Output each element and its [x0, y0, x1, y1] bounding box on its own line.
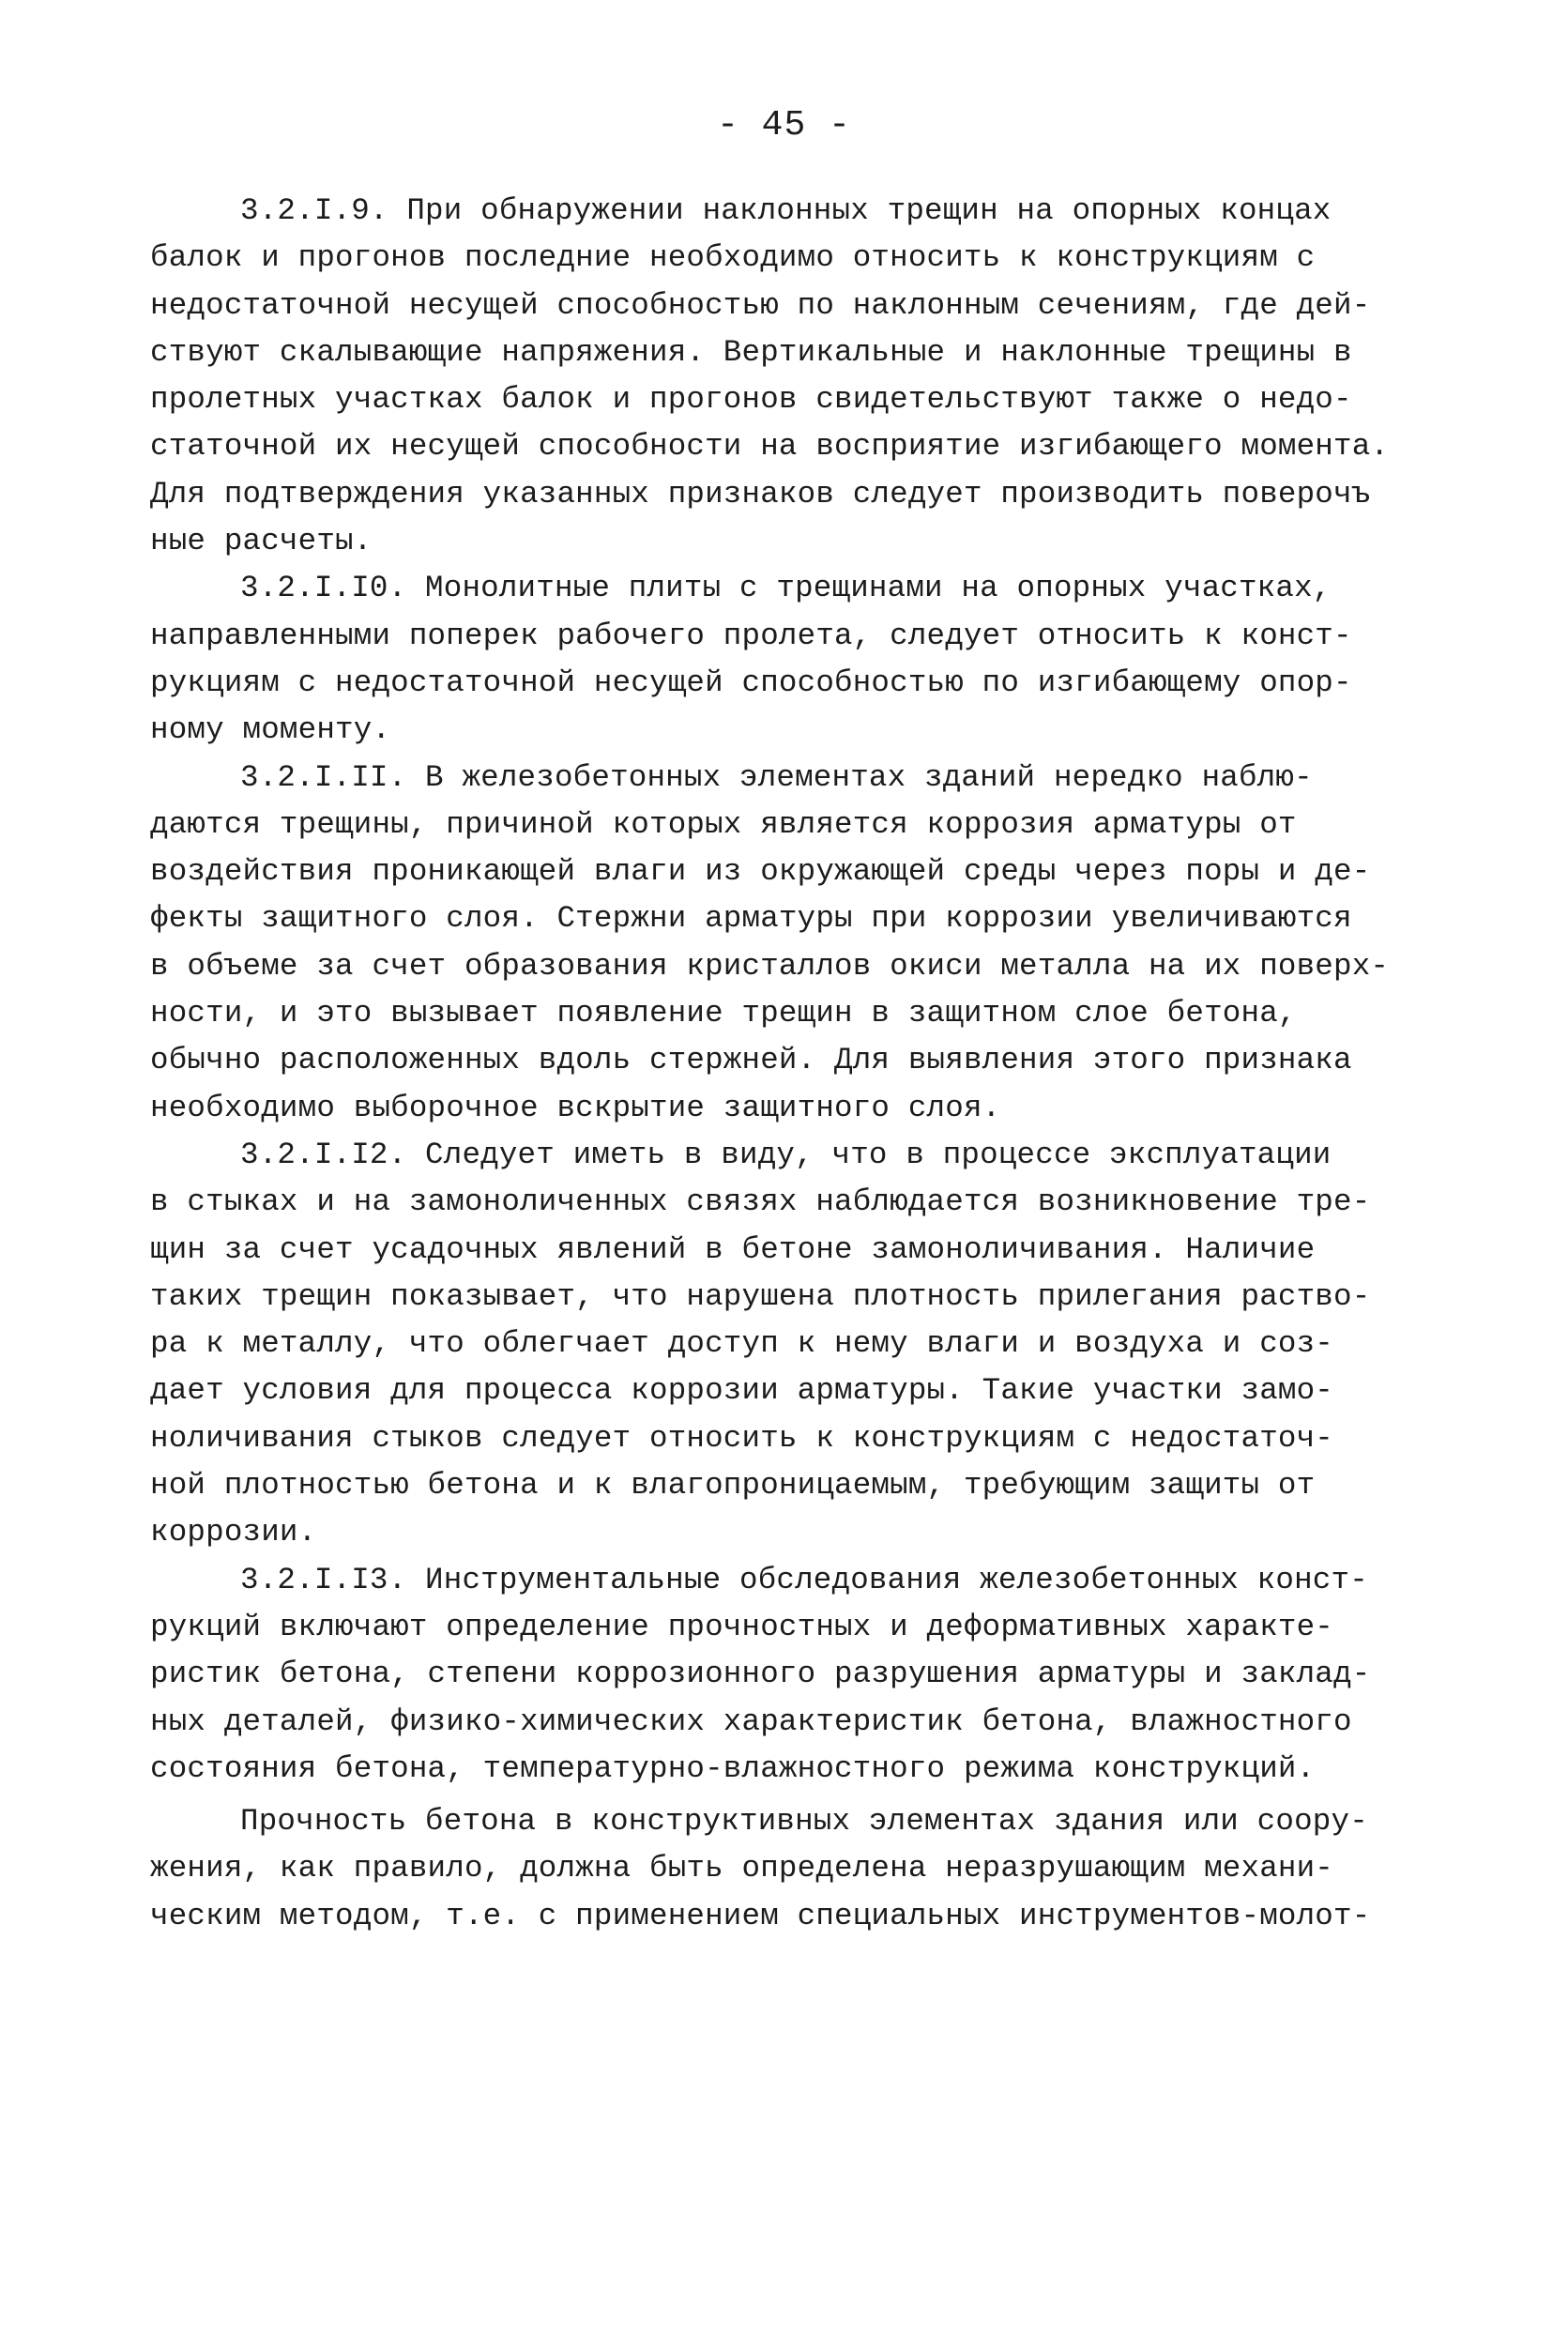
text-line: балок и прогонов последние необходимо относить к конструкциям с [150, 240, 1316, 276]
text-line: ности, и это вызывает появление трещин в защитном слое бетона, [150, 996, 1297, 1031]
text-line: в стыках и на замоноличенных связях наблюдается возникновение тре- [150, 1184, 1371, 1220]
text-line: Прочность бетона в конструктивных элементах здания или соору- [240, 1804, 1368, 1840]
text-line: направленными поперек рабочего пролета, следует относить к конст- [150, 618, 1352, 653]
body-text [150, 188, 1445, 1940]
text-line: недостаточной несущей способностью по наклонным сечениям, где дей- [150, 287, 1371, 323]
text-line: коррозии. [150, 1515, 317, 1550]
text-line: рукций включают определение прочностных и деформативных характе- [150, 1609, 1334, 1644]
text-line: необходимо выборочное вскрытие защитного слоя. [150, 1090, 1001, 1125]
paragraph-3-2-1-9 [150, 188, 1445, 565]
paragraph-3-2-1-12 [150, 1132, 1445, 1557]
paragraph-3-2-1-11 [150, 755, 1445, 1132]
text-line: ра к металлу, что облегчает доступ к нему влаги и воздуха и соз- [150, 1326, 1334, 1362]
page-number: - 45 - [717, 105, 851, 145]
text-line: 3.2.I.9. При обнаружении наклонных трещин на опорных концах [240, 193, 1332, 228]
text-line: жения, как правило, должна быть определена неразрушающим механи- [150, 1851, 1334, 1886]
text-line: даются трещины, причиной которых является коррозия арматуры от [150, 806, 1297, 842]
text-line: в объеме за счет образования кристаллов окиси металла на их поверх- [150, 948, 1390, 984]
text-line: ному моменту. [150, 712, 391, 748]
text-line: 3.2.I.I3. Инструментальные обследования железобетонных конст- [240, 1562, 1368, 1597]
text-line: ноличивания стыков следует относить к конструкциям с недостаточ- [150, 1420, 1334, 1456]
text-line: статочной их несущей способности на восприятие изгибающего момента. [150, 429, 1390, 465]
text-line: пролетных участках балок и прогонов свидетельствуют также о недо- [150, 382, 1352, 418]
text-line: ные расчеты. [150, 524, 373, 559]
paragraph-3-2-1-10 [150, 565, 1445, 754]
paragraph-3-2-1-13 [150, 1557, 1445, 1793]
paragraph-concrete-strength [150, 1798, 1445, 1940]
text-line: воздействия проникающей влаги из окружающей среды через поры и де- [150, 854, 1371, 890]
text-line: дает условия для процесса коррозии арматуры. Такие участки замо- [150, 1373, 1334, 1409]
text-line: 3.2.I.I0. Монолитные плиты с трещинами на опорных участках, [240, 571, 1332, 606]
text-line: ристик бетона, степени коррозионного разрушения арматуры и заклад- [150, 1657, 1371, 1692]
text-line: щин за счет усадочных явлений в бетоне замоноличивания. Наличие [150, 1231, 1316, 1267]
text-line: ной плотностью бетона и к влагопроницаемым, требующим защиты от [150, 1468, 1316, 1504]
text-line: состояния бетона, температурно-влажностного режима конструкций. [150, 1750, 1316, 1786]
text-line: ных деталей, физико-химических характеристик бетона, влажностного [150, 1703, 1352, 1739]
text-line: 3.2.I.I2. Следует иметь в виду, что в процессе эксплуатации [240, 1137, 1332, 1172]
text-line: обычно расположенных вдоль стержней. Для выявления этого признака [150, 1043, 1352, 1078]
text-line: Для подтверждения указанных признаков следует производить поверочъ [150, 476, 1371, 512]
text-line: фекты защитного слоя. Стержни арматуры при коррозии увеличиваются [150, 901, 1352, 937]
text-line: таких трещин показывает, что нарушена плотность прилегания раство- [150, 1278, 1371, 1314]
text-line: рукциям с недостаточной несущей способностью по изгибающему опор- [150, 664, 1352, 700]
text-line: 3.2.I.II. В железобетонных элементах зданий нередко наблю- [240, 759, 1313, 795]
text-line: ствуют скалывающие напряжения. Вертикальные и наклонные трещины в [150, 334, 1352, 370]
text-line: ческим методом, т.е. с применением специальных инструментов-молот- [150, 1898, 1371, 1933]
